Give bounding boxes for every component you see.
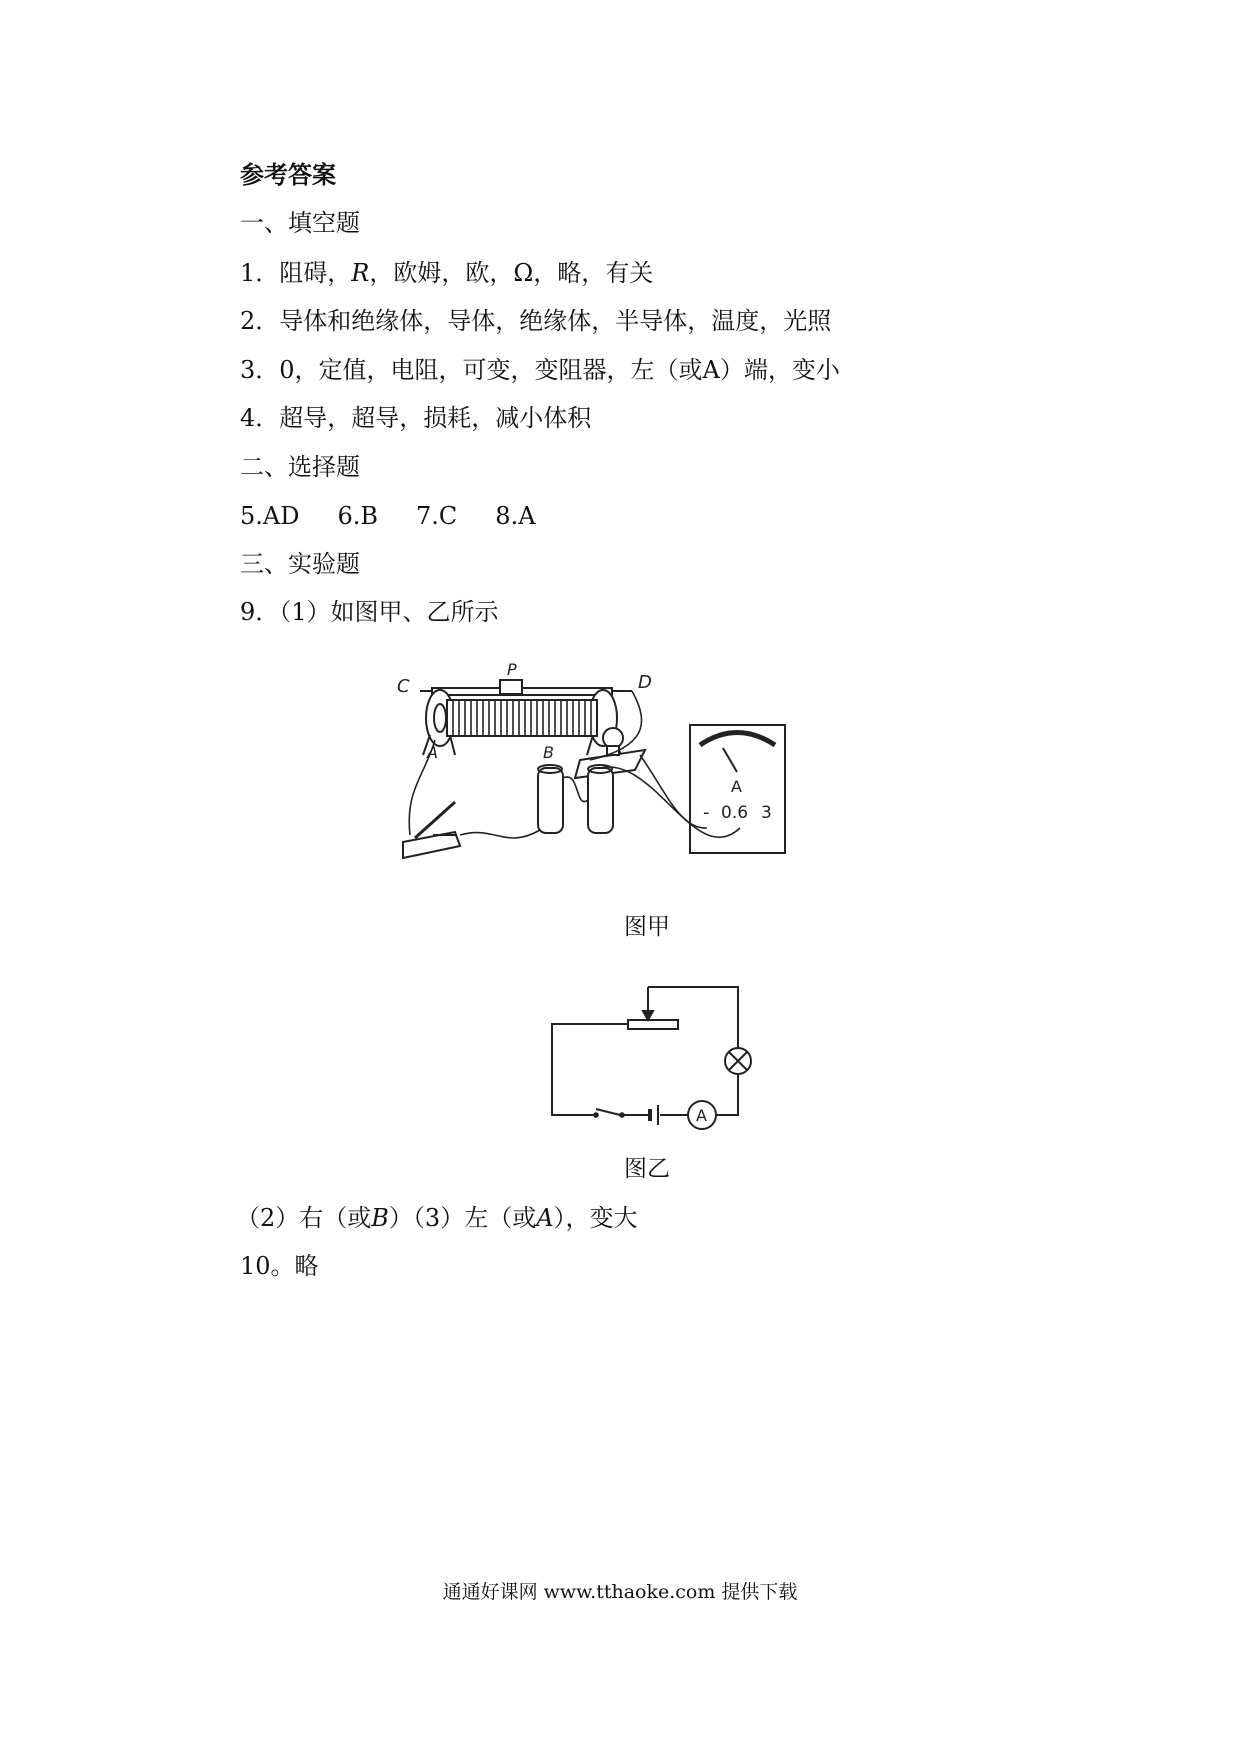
rheostat-symbol [628, 1020, 678, 1029]
wire-top [648, 987, 738, 1048]
rheostat-slider [500, 680, 522, 694]
ammeter-label: A [696, 1106, 707, 1125]
choice-5: 5.AD [240, 502, 300, 530]
section-choice: 二、选择题 [240, 453, 360, 481]
switch-symbol [596, 1109, 620, 1115]
answer-q1-a: 1．阻碍， [240, 259, 352, 287]
choice-6: 6.B [337, 502, 379, 530]
battery-1 [538, 768, 563, 833]
answer-q1-b: ，欧姆，欧，Ω，略，有关 [369, 259, 654, 287]
answer-q9-2-b: B [371, 1204, 389, 1232]
answer-choices [240, 501, 536, 531]
meter-high: 3 [761, 803, 772, 823]
wire-switch-battery [460, 830, 540, 838]
battery-2 [588, 768, 613, 833]
answer-q9-2-d: A [536, 1204, 554, 1232]
caption-yi: 图乙 [624, 1156, 670, 1182]
label-a: A [427, 743, 438, 762]
answer-q9-2 [236, 1203, 638, 1233]
label-b: B [543, 743, 554, 762]
label-d: D [638, 672, 652, 693]
meter-low: 0.6 [721, 803, 749, 823]
slider-arrow-head [643, 1011, 653, 1020]
choice-8: 8.A [495, 502, 536, 530]
answer-q10: 10。略 [240, 1252, 319, 1280]
meter-unit: A [731, 777, 742, 796]
answer-q9-1: 9．（1）如图甲、乙所示 [240, 598, 499, 626]
answer-q2: 2．导体和绝缘体，导体，绝缘体，半导体，温度，光照 [240, 307, 832, 335]
wire-right-bottom [716, 1074, 738, 1115]
wire-battery-battery [563, 777, 588, 802]
answer-q9-2-e: ），变大 [553, 1204, 638, 1232]
answer-q4: 4．超导，超导，损耗，减小体积 [240, 404, 592, 432]
wire-left [552, 1024, 628, 1115]
choice-7: 7.C [416, 502, 458, 530]
section-experiment: 三、实验题 [240, 550, 360, 578]
answer-q9-2-c: ）（3）左（或 [388, 1204, 537, 1232]
meter-minus: - [703, 802, 710, 823]
answer-q1-r: R [351, 259, 370, 287]
page-footer: 通通好课网 www.tthaoke.com 提供下载 [442, 1581, 798, 1603]
label-c: C [397, 676, 410, 697]
answer-heading: 参考答案 [240, 161, 336, 189]
caption-jia: 图甲 [624, 914, 670, 940]
figure-jia [395, 660, 885, 870]
answer-q3: 3．0，定值，电阻，可变，变阻器，左（或A）端，变小 [240, 356, 840, 384]
label-p: P [507, 660, 517, 679]
answer-q9-2-a: （2）右（或 [236, 1204, 372, 1232]
figure-yi [540, 975, 760, 1130]
answer-q1 [240, 258, 653, 288]
section-fill: 一、填空题 [240, 209, 360, 237]
